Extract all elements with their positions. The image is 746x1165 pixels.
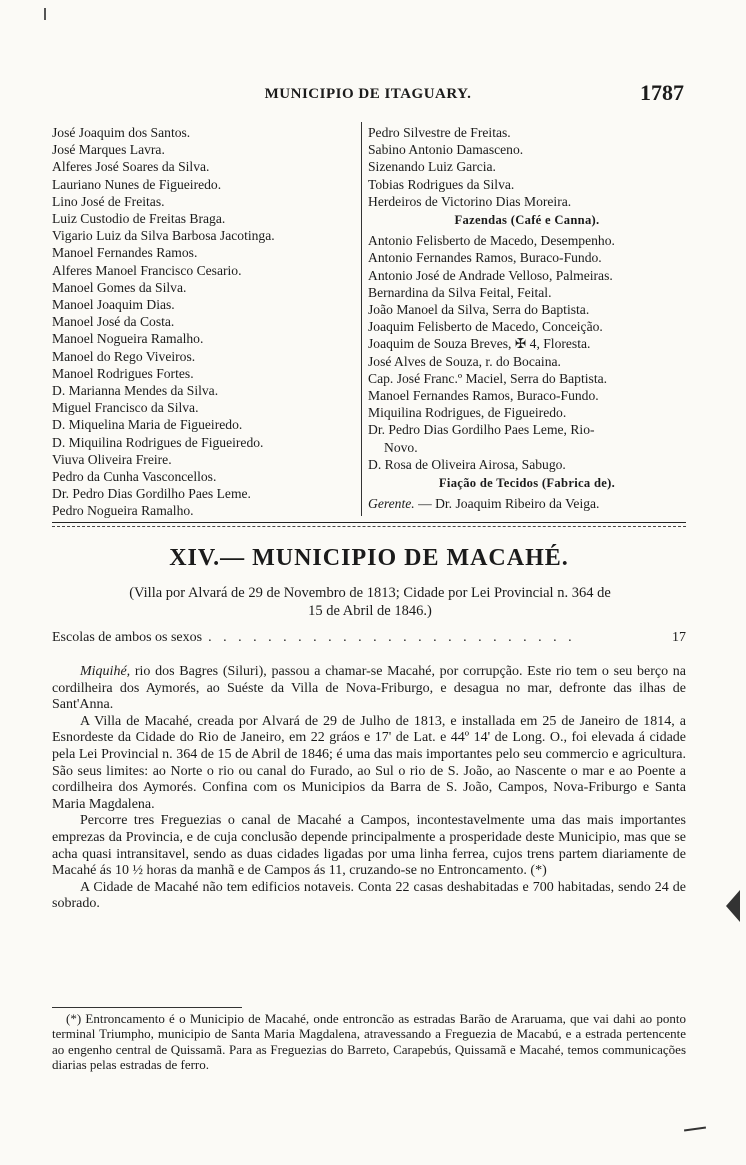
list-item: Alferes José Soares da Silva. <box>52 159 210 175</box>
manager-line <box>368 495 686 512</box>
farm-item-continuation: Novo. <box>384 439 418 455</box>
right-name-list <box>368 124 686 512</box>
footnote <box>52 1011 686 1073</box>
section-rule-dashed <box>52 526 686 527</box>
left-name-list <box>52 124 352 520</box>
list-item: Manoel Nogueira Ramalho. <box>52 331 204 347</box>
list-item: Lino José de Freitas. <box>52 193 165 209</box>
list-item: Pedro Silvestre de Freitas. <box>368 125 511 140</box>
manager-label: Gerente. <box>368 496 415 512</box>
farm-item: Bernardina da Silva Feital, Feital. <box>368 284 552 300</box>
list-item: Tobias Rodrigues da Silva. <box>368 176 515 192</box>
list-item: D. Marianna Mendes da Silva. <box>52 383 219 399</box>
body-text <box>52 664 686 913</box>
list-item: Miguel Francisco da Silva. <box>52 400 199 416</box>
list-item: D. Miquelina Maria de Figueiredo. <box>52 417 243 433</box>
section-subtitle <box>60 584 680 620</box>
schools-count: 17 <box>672 630 686 645</box>
list-item: Manoel Fernandes Ramos. <box>52 245 198 261</box>
list-item: Pedro da Cunha Vasconcellos. <box>52 469 217 485</box>
list-item: José Joaquim dos Santos. <box>52 125 191 140</box>
river-name: Miquihé, <box>80 664 131 679</box>
farm-item: Joaquim Felisberto de Macedo, Conceição. <box>368 319 603 335</box>
list-item: Viuva Oliveira Freire. <box>52 451 172 467</box>
farms-heading: Fazendas (Café e Canna). <box>454 213 600 228</box>
page-number: 1787 <box>640 80 684 105</box>
running-head <box>52 82 684 108</box>
paragraph: A Cidade de Macahé não tem edificios notaveis. Conta 22 casas deshabitadas e 700 habitadas, sendo 24 de sobrado. <box>52 879 686 912</box>
list-item: Pedro Nogueira Ramalho. <box>52 503 194 519</box>
farm-item: D. Rosa de Oliveira Airosa, Sabugo. <box>368 456 566 472</box>
farm-item: Antonio José de Andrade Velloso, Palmeiras. <box>368 267 613 283</box>
farm-item: Antonio Felisberto de Macedo, Desempenho. <box>368 233 615 249</box>
list-item: Sabino Antonio Damasceno. <box>368 142 524 158</box>
list-item: Herdeiros de Victorino Dias Moreira. <box>368 193 572 209</box>
footnote-rule <box>52 1007 242 1008</box>
list-item: Manoel José da Costa. <box>52 314 175 330</box>
paragraph: A Villa de Macahé, creada por Alvará de 29 de Julho de 1813, e installada em 25 de Janeiro de 1814, a Esnordeste da Cidade do Rio de Janeiro, em 22 gráos e 17' de Lat. e 44º 14' de Long. O., foi elevada á cidade pela Lei Provincial n. 364 de 15 de Abril de 1846; é uma das mais importantes pelo seu commercio e agricultura. São seus limites: ao Norte o rio ou canal do Furado, ao Sul o rio de S. João, ao Nascente o mar e ao Poente a cordilheira dos Aymorés. Confina com os Municipios da Barra de S. João, Campos, Nova-Friburgo e Santa Maria Magdalena. <box>52 713 686 812</box>
schools-label: Escolas de ambos os sexos <box>52 630 203 645</box>
farm-item: Dr. Pedro Dias Gordilho Paes Leme, Rio- <box>368 422 595 438</box>
section-rule <box>52 522 686 523</box>
farm-item: Joaquim de Souza Breves, ✠ 4, Floresta. <box>368 336 591 352</box>
manager-name: — Dr. Joaquim Ribeiro da Veiga. <box>418 496 600 512</box>
farm-item: Miquilina Rodrigues, de Figueiredo. <box>368 405 567 421</box>
schools-row <box>52 628 686 648</box>
list-item: D. Miquilina Rodrigues de Figueiredo. <box>52 434 264 450</box>
leader-dots: . . . . . . . . . . . . . . . . . . . . . . . . . <box>208 630 576 645</box>
ink-mark <box>684 1126 706 1131</box>
edge-mark <box>44 8 46 20</box>
list-item: José Marques Lavra. <box>52 142 165 158</box>
list-item: Manoel Gomes da Silva. <box>52 279 187 295</box>
list-item: Manoel do Rego Viveiros. <box>52 348 196 364</box>
subtitle-line: (Villa por Alvará de 29 de Novembro de 1813; Cidade por Lei Provincial n. 364 de <box>129 585 611 601</box>
list-item: Alferes Manoel Francisco Cesario. <box>52 262 242 278</box>
list-item: Sizenando Luiz Garcia. <box>368 159 496 175</box>
farm-item: José Alves de Souza, r. do Bocaina. <box>368 353 561 369</box>
list-item: Luiz Custodio de Freitas Braga. <box>52 211 226 227</box>
farm-item: Manoel Fernandes Ramos, Buraco-Fundo. <box>368 388 599 404</box>
subtitle-line: 15 de Abril de 1846.) <box>308 603 432 619</box>
farm-item: Antonio Fernandes Ramos, Buraco-Fundo. <box>368 250 602 266</box>
paragraph: Percorre tres Freguezias o canal de Macahé a Campos, incontestavelmente uma das mais importantes emprezas da Provincia, e de cuja conclusão depende principalmente a prosperidade deste Municipio, mas que se acha quasi intransitavel, sendo as duas cidades ligadas por uma linha ferrea, cujos trens partem diariamente de Macahé ás 10 ½ horas da manhã e de Campos ás 11, cruzando-se no Entroncamento. (*) <box>52 813 686 879</box>
list-item: Lauriano Nunes de Figueiredo. <box>52 176 222 192</box>
paragraph-text: rio dos Bagres (Siluri), passou a chamar-se Macahé, por corrupção. Este rio tem o seu berço na cordilheira dos Aymorés, ao Suéste da Villa de Nova-Friburgo, e desagua no mar, defronte das ilhas de Sant'Anna. <box>52 664 686 713</box>
factory-heading: Fiação de Tecidos (Fabrica de). <box>438 476 616 491</box>
list-item: Manoel Joaquim Dias. <box>52 297 175 313</box>
list-item: Manoel Rodrigues Fortes. <box>52 365 194 381</box>
list-item: Vigario Luiz da Silva Barbosa Jacotinga. <box>52 228 275 244</box>
footnote-text: (*) Entroncamento é o Municipio de Macahé, onde entroncão as estradas Barão de Araruama, que vai dahi ao ponto terminal Triumpho, municipio de Santa Maria Magdalena, atravessando a Freguezia de Macabú, e a estrada pertencente ao engenho central de Quissamã. Para as Freguezias do Barreto, Carapebús, Quissamã e Macahé, temos communicações diarias pelas estradas de ferro. <box>52 1011 686 1073</box>
farm-item: Cap. José Franc.º Maciel, Serra do Baptista. <box>368 370 608 386</box>
column-divider <box>361 122 362 516</box>
list-item: Dr. Pedro Dias Gordilho Paes Leme. <box>52 486 251 502</box>
page-edge-arrow-icon <box>726 890 740 922</box>
paragraph <box>52 664 686 714</box>
section-title: XIV.— MUNICIPIO DE MACAHÉ. <box>169 545 569 571</box>
farm-item: João Manoel da Silva, Serra do Baptista. <box>368 302 590 318</box>
running-title: MUNICIPIO DE ITAGUARY. <box>264 86 472 102</box>
